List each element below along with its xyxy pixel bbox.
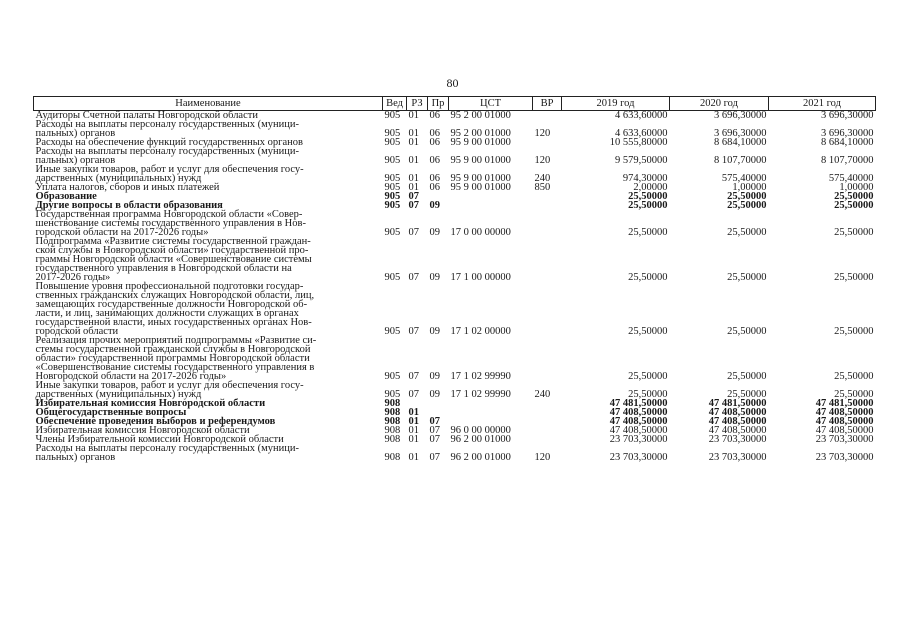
cell-2021: 25,50000 <box>834 371 874 382</box>
cell-name <box>34 444 383 462</box>
cell-vr: 120 <box>534 128 551 139</box>
cell-rz: 01 <box>408 452 419 463</box>
name-line: Государственная программа Новгородской области «Совер- <box>35 209 303 220</box>
cell-pr: 06 <box>429 182 440 193</box>
cell-name <box>34 165 383 183</box>
table-row <box>34 165 876 183</box>
cell-cst: 95 9 00 01000 <box>450 173 511 184</box>
header-rz: РЗ <box>407 97 428 111</box>
cell-cst: 17 0 00 00000 <box>450 227 511 238</box>
cell-2020: 8 107,70000 <box>714 155 767 166</box>
table-row <box>34 237 876 282</box>
cell-2020: 47 408,50000 <box>708 407 767 418</box>
table-body <box>34 111 876 463</box>
cell-2019: 25,50000 <box>628 272 668 283</box>
name-line: городской области на 2017-2026 годы» <box>35 227 209 238</box>
cell-2021: 25,50000 <box>834 272 874 283</box>
cell-rz: 07 <box>408 272 419 283</box>
cell-2021: 23 703,30000 <box>815 452 874 463</box>
cell-vr <box>533 192 562 201</box>
cell-pr: 06 <box>429 155 440 166</box>
cell-ved: 908 <box>384 434 401 445</box>
name-line: Повышение уровня профессиональной подготовки государ- <box>35 281 304 292</box>
cell-rz: 07 <box>408 389 419 400</box>
cell-pr: 06 <box>429 173 440 184</box>
name-line: стемы государственной гражданской службы в Новгородской <box>35 344 311 355</box>
cell-rz: 07 <box>408 326 419 337</box>
cell-2020: 1,00000 <box>732 182 767 193</box>
cell-cst: 17 1 02 99990 <box>450 389 511 400</box>
cell-ved: 905 <box>384 389 401 400</box>
cell-name <box>34 147 383 165</box>
cell-pr: 06 <box>429 128 440 139</box>
name-line: ской службы в Новгородской области» государственной про- <box>35 245 309 256</box>
cell-ved: 905 <box>384 200 401 211</box>
cell-pr: 07 <box>429 434 440 445</box>
header-cst: ЦСТ <box>449 97 533 111</box>
cell-2019: 25,50000 <box>628 191 668 202</box>
name-line: Расходы на обеспечение функций государственных органов <box>35 137 303 148</box>
cell-cst: 95 9 00 01000 <box>450 182 511 193</box>
cell-name <box>34 237 383 282</box>
cell-pr: 09 <box>429 326 440 337</box>
cell-2021: 575,40000 <box>828 173 874 184</box>
table-row <box>34 282 876 336</box>
cell-2021: 3 696,30000 <box>821 110 874 121</box>
name-line: области» государственной программы Новгородской области <box>35 353 310 364</box>
header-2021: 2021 год <box>769 97 876 111</box>
cell-rz: 01 <box>408 425 419 436</box>
cell-2019: 9 579,50000 <box>615 155 668 166</box>
cell-2020: 25,50000 <box>727 326 767 337</box>
cell-2019: 47 408,50000 <box>609 425 668 436</box>
cell-cst <box>449 408 533 417</box>
cell-ved: 905 <box>384 371 401 382</box>
cell-2021: 25,50000 <box>834 227 874 238</box>
cell-ved: 908 <box>384 425 401 436</box>
cell-ved: 905 <box>384 191 401 202</box>
name-line: Образование <box>35 191 97 202</box>
cell-vr <box>533 408 562 417</box>
cell-vr: 240 <box>534 389 551 400</box>
table-row <box>34 444 876 462</box>
cell-name <box>34 210 383 237</box>
cell-cst: 95 9 00 01000 <box>450 155 511 166</box>
cell-ved: 908 <box>384 398 401 409</box>
cell-cst: 96 0 00 00000 <box>450 425 511 436</box>
cell-2019: 47 408,50000 <box>609 407 668 418</box>
cell-2019: 25,50000 <box>628 389 668 400</box>
cell-2020: 47 408,50000 <box>708 416 767 427</box>
cell-2019: 47 481,50000 <box>609 398 668 409</box>
cell-2020: 25,50000 <box>727 371 767 382</box>
cell-2019: 10 555,80000 <box>609 137 668 148</box>
cell-2020: 3 696,30000 <box>714 128 767 139</box>
table-header-row <box>34 97 876 111</box>
cell-rz: 01 <box>408 182 419 193</box>
name-line: Расходы на выплаты персоналу государственных (муници- <box>35 146 299 157</box>
cell-rz: 01 <box>408 416 419 427</box>
cell-2020: 575,40000 <box>721 173 767 184</box>
name-line: замещающих государственные должности Новгородской об- <box>35 299 308 310</box>
cell-name <box>34 381 383 399</box>
cell-ved: 905 <box>384 155 401 166</box>
cell-vr <box>533 237 562 282</box>
cell-pr: 09 <box>429 389 440 400</box>
header-name: Наименование <box>34 97 383 111</box>
table-row <box>34 120 876 138</box>
cell-cst: 95 2 00 01000 <box>450 128 511 139</box>
header-2020: 2020 год <box>670 97 769 111</box>
cell-rz: 07 <box>408 371 419 382</box>
name-line: Другие вопросы в области образования <box>35 200 223 211</box>
cell-ved: 905 <box>384 137 401 148</box>
cell-ved: 905 <box>384 128 401 139</box>
cell-2021: 25,50000 <box>834 191 874 202</box>
cell-ved: 905 <box>384 182 401 193</box>
cell-rz: 07 <box>408 200 419 211</box>
cell-rz: 01 <box>408 173 419 184</box>
name-line: Новгородской области на 2017-2026 годы» <box>35 371 227 382</box>
cell-2021: 25,50000 <box>834 326 874 337</box>
name-line: Расходы на выплаты персоналу государственных (муници- <box>35 443 299 454</box>
cell-2021: 8 107,70000 <box>821 155 874 166</box>
cell-2021: 47 408,50000 <box>815 425 874 436</box>
cell-2019: 25,50000 <box>628 200 668 211</box>
cell-2021: 23 703,30000 <box>815 434 874 445</box>
cell-vr <box>533 417 562 426</box>
header-pr: Пр <box>428 97 449 111</box>
cell-ved: 905 <box>384 227 401 238</box>
cell-cst: 17 1 02 99990 <box>450 371 511 382</box>
name-line: Общегосударственные вопросы <box>35 407 187 418</box>
cell-cst: 17 1 00 00000 <box>450 272 511 283</box>
name-line: Аудиторы Счетной палаты Новгородской области <box>35 110 258 121</box>
cell-2019: 23 703,30000 <box>609 452 668 463</box>
cell-vr <box>533 435 562 444</box>
cell-2021: 3 696,30000 <box>821 128 874 139</box>
cell-rz: 07 <box>408 227 419 238</box>
cell-rz: 01 <box>408 407 419 418</box>
cell-vr <box>533 336 562 381</box>
cell-2019: 25,50000 <box>628 326 668 337</box>
cell-cst: 17 1 02 00000 <box>450 326 511 337</box>
cell-name <box>34 336 383 381</box>
cell-pr: 09 <box>429 227 440 238</box>
cell-2019: 23 703,30000 <box>609 434 668 445</box>
name-line: Избирательная комиссия Новгородской области <box>35 398 266 409</box>
cell-cst: 95 9 00 01000 <box>450 137 511 148</box>
cell-2021: 25,50000 <box>834 200 874 211</box>
name-line: «Совершенствование системы государственного управления в <box>35 362 315 373</box>
cell-rz: 07 <box>408 191 419 202</box>
cell-2021: 25,50000 <box>834 389 874 400</box>
cell-pr: 09 <box>429 371 440 382</box>
cell-rz: 01 <box>408 155 419 166</box>
page-number: 80 <box>446 76 459 90</box>
name-line: Иные закупки товаров, работ и услуг для обеспечения госу- <box>35 380 304 391</box>
cell-2020: 47 408,50000 <box>708 425 767 436</box>
cell-2020: 23 703,30000 <box>708 452 767 463</box>
name-line: Избирательная комиссия Новгородской области <box>35 425 250 436</box>
table-row <box>34 147 876 165</box>
cell-pr: 07 <box>429 416 440 427</box>
cell-2020: 25,50000 <box>727 200 767 211</box>
cell-vr: 850 <box>534 182 551 193</box>
cell-2019: 974,30000 <box>622 173 668 184</box>
name-line: дарственных (муниципальных) нужд <box>35 389 202 400</box>
name-line: пальных) органов <box>35 128 116 139</box>
name-line: ственных гражданских служащих Новгородской области, лиц, <box>35 290 315 301</box>
cell-pr <box>428 399 449 408</box>
cell-cst: 96 2 00 01000 <box>450 452 511 463</box>
cell-2020: 25,50000 <box>727 227 767 238</box>
cell-name <box>34 282 383 336</box>
name-line: Уплата налогов, сборов и иных платежей <box>35 182 220 193</box>
cell-rz: 01 <box>408 434 419 445</box>
cell-2019: 25,50000 <box>628 371 668 382</box>
name-line: Иные закупки товаров, работ и услуг для обеспечения госу- <box>35 164 304 175</box>
cell-2019: 47 408,50000 <box>609 416 668 427</box>
cell-ved: 905 <box>384 110 401 121</box>
cell-2021: 47 408,50000 <box>815 407 874 418</box>
cell-vr: 240 <box>534 173 551 184</box>
cell-pr: 06 <box>429 137 440 148</box>
cell-2019: 25,50000 <box>628 227 668 238</box>
header-ved: Вед <box>383 97 407 111</box>
table-row <box>34 210 876 237</box>
table-row <box>34 381 876 399</box>
cell-2019: 4 633,60000 <box>615 128 668 139</box>
cell-ved: 908 <box>384 407 401 418</box>
cell-vr <box>533 111 562 121</box>
cell-vr <box>533 210 562 237</box>
cell-name <box>34 120 383 138</box>
cell-2020: 47 481,50000 <box>708 398 767 409</box>
cell-rz: 01 <box>408 128 419 139</box>
cell-2020: 3 696,30000 <box>714 110 767 121</box>
cell-ved: 905 <box>384 272 401 283</box>
name-line: шенствование системы государственного управления в Нов- <box>35 218 306 229</box>
cell-2020: 25,50000 <box>727 272 767 283</box>
cell-2020: 25,50000 <box>727 389 767 400</box>
name-line: граммы Новгородской области «Совершенствование системы <box>35 254 312 265</box>
budget-table <box>33 96 876 462</box>
cell-ved: 905 <box>384 173 401 184</box>
cell-cst <box>449 201 533 210</box>
cell-vr <box>533 282 562 336</box>
table-row <box>34 336 876 381</box>
name-line: Члены Избирательной комиссии Новгородской области <box>35 434 284 445</box>
name-line: дарственных (муниципальных) нужд <box>35 173 202 184</box>
cell-rz: 01 <box>408 137 419 148</box>
cell-vr: 120 <box>534 155 551 166</box>
cell-2019: 2,00000 <box>633 182 668 193</box>
cell-2021: 47 481,50000 <box>815 398 874 409</box>
cell-ved: 905 <box>384 326 401 337</box>
name-line: пальных) органов <box>35 452 116 463</box>
name-line: Обеспечение проведения выборов и референдумов <box>35 416 276 427</box>
cell-2020: 23 703,30000 <box>708 434 767 445</box>
cell-vr: 120 <box>534 452 551 463</box>
cell-vr <box>533 399 562 408</box>
cell-2021: 8 684,10000 <box>821 137 874 148</box>
name-line: ласти, и лиц, занимающих должности служащих в органах <box>35 308 299 319</box>
cell-pr: 07 <box>429 452 440 463</box>
cell-ved: 908 <box>384 416 401 427</box>
cell-cst: 96 2 00 01000 <box>450 434 511 445</box>
cell-2021: 1,00000 <box>839 182 874 193</box>
cell-rz: 01 <box>408 110 419 121</box>
name-line: пальных) органов <box>35 155 116 166</box>
cell-vr <box>533 201 562 210</box>
header-2019: 2019 год <box>562 97 670 111</box>
cell-cst: 95 2 00 01000 <box>450 110 511 121</box>
name-line: Подпрограмма «Развитие системы государственной граждан- <box>35 236 311 247</box>
cell-pr: 09 <box>429 272 440 283</box>
name-line: 2017-2026 годы» <box>35 272 111 283</box>
cell-2021: 47 408,50000 <box>815 416 874 427</box>
name-line: государственной власти, иных государственных органах Нов- <box>35 317 312 328</box>
name-line: государственного управления в Новгородской области на <box>35 263 292 274</box>
header-vr: ВР <box>533 97 562 111</box>
cell-2020: 8 684,10000 <box>714 137 767 148</box>
name-line: городской области <box>35 326 119 337</box>
cell-cst <box>449 192 533 201</box>
cell-pr: 09 <box>429 200 440 211</box>
cell-pr: 07 <box>429 425 440 436</box>
cell-ved: 908 <box>384 452 401 463</box>
cell-2019: 4 633,60000 <box>615 110 668 121</box>
name-line: Реализация прочих мероприятий подпрограммы «Развитие си- <box>35 335 317 346</box>
name-line: Расходы на выплаты персоналу государственных (муници- <box>35 119 299 130</box>
cell-vr <box>533 138 562 147</box>
cell-cst <box>449 399 533 408</box>
cell-pr: 06 <box>429 110 440 121</box>
cell-vr <box>533 426 562 435</box>
cell-2020: 25,50000 <box>727 191 767 202</box>
